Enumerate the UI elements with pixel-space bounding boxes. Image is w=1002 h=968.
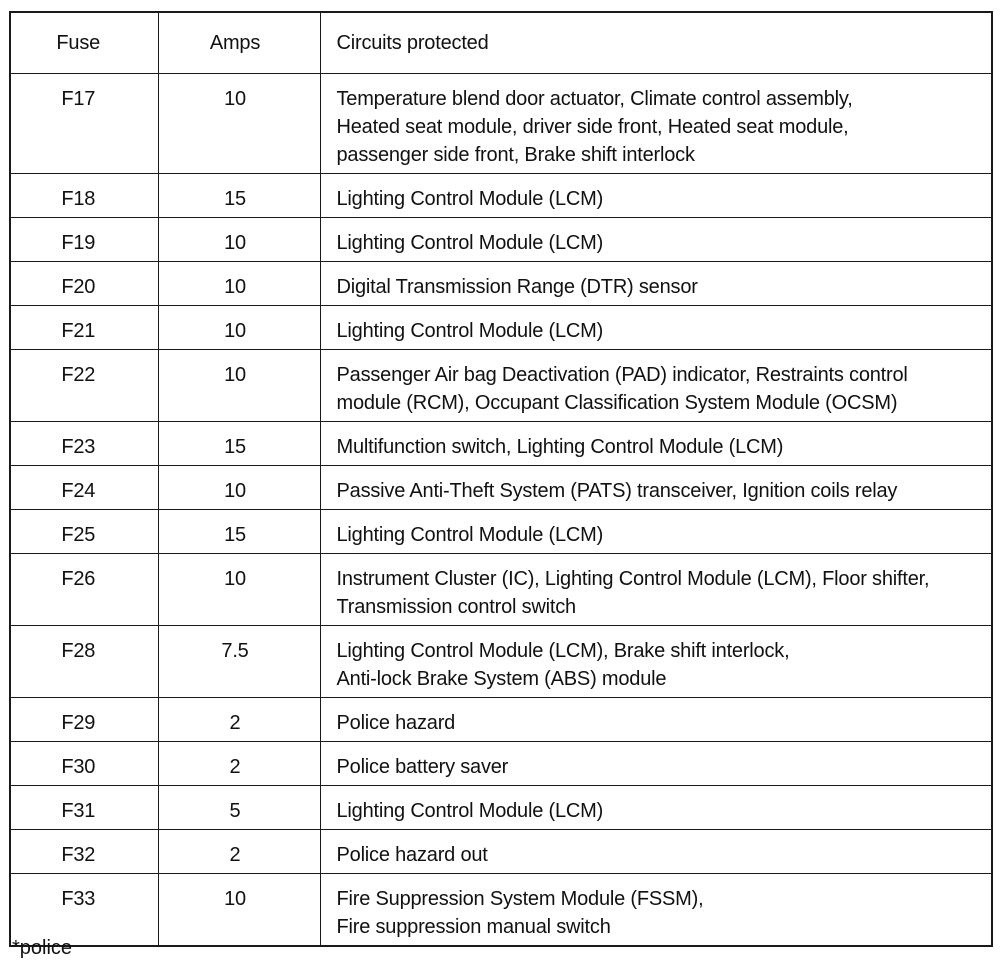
- cell-circuits: Fire Suppression System Module (FSSM), Fire suppression manual switch: [320, 874, 992, 947]
- cell-amps: 10: [158, 306, 320, 350]
- cell-amps: 10: [158, 466, 320, 510]
- cell-fuse: F18: [10, 174, 158, 218]
- cell-amps: 15: [158, 510, 320, 554]
- table-row: [10, 174, 992, 218]
- cell-circuits: Police hazard out: [320, 830, 992, 874]
- cell-circuits: Lighting Control Module (LCM): [320, 174, 992, 218]
- cell-circuits: Police battery saver: [320, 742, 992, 786]
- footnote: *police: [12, 937, 73, 959]
- cell-fuse: F17: [10, 74, 158, 174]
- cell-circuits: Digital Transmission Range (DTR) sensor: [320, 262, 992, 306]
- cell-circuits: Passenger Air bag Deactivation (PAD) indicator, Restraints control module (RCM), Occupant Classification System Module (OCSM): [320, 350, 992, 422]
- table-row: [10, 422, 992, 466]
- cell-circuits: Lighting Control Module (LCM): [320, 786, 992, 830]
- header-circuits: Circuits protected: [320, 12, 992, 74]
- header-row: [10, 12, 992, 74]
- table-row: [10, 742, 992, 786]
- cell-amps: 7.5: [158, 626, 320, 698]
- table-row: [10, 626, 992, 698]
- fuse-table: [9, 11, 993, 947]
- cell-amps: 2: [158, 830, 320, 874]
- cell-circuits: Lighting Control Module (LCM): [320, 218, 992, 262]
- cell-circuits: Lighting Control Module (LCM), Brake shift interlock, Anti-lock Brake System (ABS) module: [320, 626, 992, 698]
- cell-fuse: F31: [10, 786, 158, 830]
- cell-fuse: F32: [10, 830, 158, 874]
- table-row: [10, 874, 992, 947]
- cell-fuse: F19: [10, 218, 158, 262]
- cell-amps: 10: [158, 218, 320, 262]
- cell-circuits: Passive Anti-Theft System (PATS) transceiver, Ignition coils relay: [320, 466, 992, 510]
- table-row: [10, 306, 992, 350]
- table-row: [10, 262, 992, 306]
- cell-amps: 10: [158, 262, 320, 306]
- table-row: [10, 554, 992, 626]
- cell-fuse: F29: [10, 698, 158, 742]
- cell-fuse: F26: [10, 554, 158, 626]
- cell-amps: 5: [158, 786, 320, 830]
- cell-amps: 10: [158, 74, 320, 174]
- cell-circuits: Lighting Control Module (LCM): [320, 510, 992, 554]
- table-row: [10, 218, 992, 262]
- cell-amps: 15: [158, 174, 320, 218]
- cell-fuse: F21: [10, 306, 158, 350]
- table-row: [10, 350, 992, 422]
- cell-fuse: F24: [10, 466, 158, 510]
- cell-amps: 10: [158, 350, 320, 422]
- cell-fuse: F30: [10, 742, 158, 786]
- table-header: [10, 12, 992, 74]
- cell-amps: 2: [158, 698, 320, 742]
- cell-circuits: Temperature blend door actuator, Climate control assembly, Heated seat module, driver side front, Heated seat module, passenger side front, Brake shift interlock: [320, 74, 992, 174]
- cell-fuse: F28: [10, 626, 158, 698]
- table-row: [10, 786, 992, 830]
- cell-amps: 10: [158, 554, 320, 626]
- cell-amps: 2: [158, 742, 320, 786]
- table-row: [10, 74, 992, 174]
- cell-amps: 10: [158, 874, 320, 947]
- cell-amps: 15: [158, 422, 320, 466]
- cell-circuits: Lighting Control Module (LCM): [320, 306, 992, 350]
- cell-fuse: F25: [10, 510, 158, 554]
- cell-fuse: F20: [10, 262, 158, 306]
- table-body: [10, 74, 992, 947]
- cell-circuits: Instrument Cluster (IC), Lighting Control Module (LCM), Floor shifter, Transmission control switch: [320, 554, 992, 626]
- table-row: [10, 466, 992, 510]
- table-row: [10, 698, 992, 742]
- cell-fuse: F33: [10, 874, 158, 947]
- cell-fuse: F23: [10, 422, 158, 466]
- table-row: [10, 830, 992, 874]
- table-row: [10, 510, 992, 554]
- cell-circuits: Police hazard: [320, 698, 992, 742]
- cell-circuits: Multifunction switch, Lighting Control Module (LCM): [320, 422, 992, 466]
- header-fuse: Fuse: [10, 12, 158, 74]
- header-amps: Amps: [158, 12, 320, 74]
- cell-fuse: F22: [10, 350, 158, 422]
